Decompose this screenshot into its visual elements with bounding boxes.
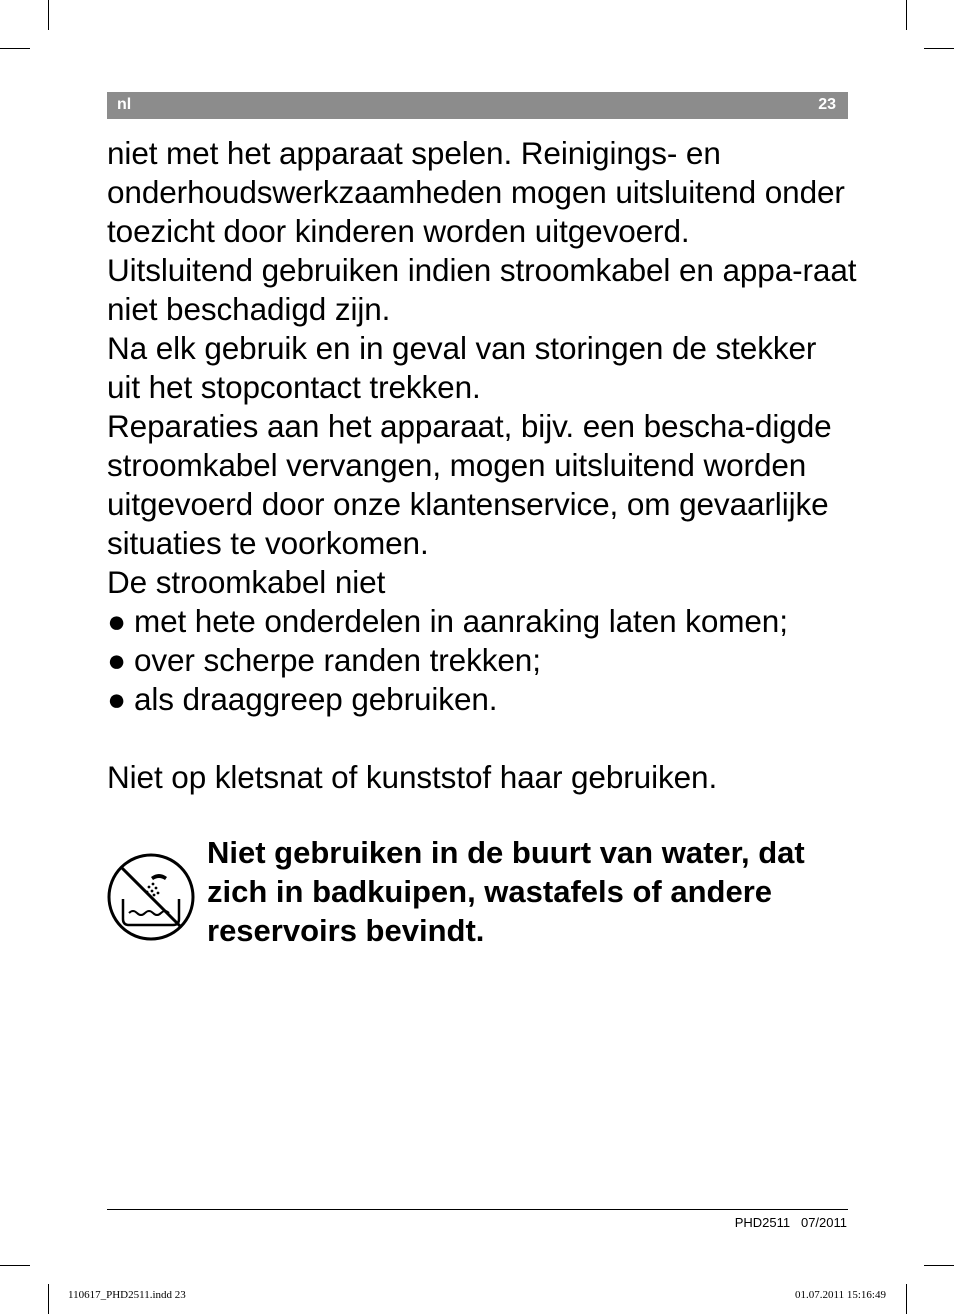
crop-mark bbox=[0, 1265, 30, 1266]
paragraph: niet met het apparaat spelen. Reinigings- en onderhoudswerkzaamheden mogen uitsluitend onder toezicht door kinderen worden uitgevoerd. bbox=[107, 135, 845, 249]
crop-mark bbox=[48, 0, 49, 30]
paragraph: Reparaties aan het apparaat, bijv. een bescha-digde stroomkabel vervangen, mogen uitsluitend worden uitgevoerd door onze klantenservice, om gevaarlijke situaties te voorkomen. bbox=[107, 408, 832, 561]
bullet-icon: ● bbox=[107, 681, 126, 717]
page-number: 23 bbox=[818, 96, 836, 113]
list-item bbox=[107, 641, 857, 680]
list-item bbox=[107, 680, 857, 719]
crop-mark bbox=[924, 1265, 954, 1266]
bullet-icon: ● bbox=[107, 603, 126, 639]
crop-mark bbox=[48, 1284, 49, 1314]
footer-model-date: PHD2511 07/2011 bbox=[734, 1215, 847, 1230]
crop-mark bbox=[924, 48, 954, 49]
crop-mark bbox=[0, 48, 30, 49]
list-item bbox=[107, 602, 857, 641]
list-item-text: over scherpe randen trekken; bbox=[133, 642, 541, 678]
paragraph: Uitsluitend gebruiken indien stroomkabel en appa-raat niet beschadigd zijn. bbox=[107, 252, 857, 327]
crop-mark bbox=[906, 1284, 907, 1314]
warning-block bbox=[107, 833, 857, 963]
bullet-icon: ● bbox=[107, 642, 126, 678]
warning-text: Niet gebruiken in de buurt van water, dat zich in badkuipen, wastafels of andere reservoirs bevindt. bbox=[207, 835, 805, 948]
language-code: nl bbox=[117, 96, 132, 113]
note-text: Niet op kletsnat of kunststof haar gebruiken. bbox=[107, 759, 718, 795]
print-slug-timestamp: 01.07.2011 15:16:49 bbox=[795, 1289, 886, 1301]
print-slug-file: 110617_PHD2511.indd 23 bbox=[68, 1289, 186, 1301]
header-bar bbox=[107, 92, 848, 119]
list-item-text: met hete onderdelen in aanraking laten komen; bbox=[133, 603, 788, 639]
list-item-text: als draaggreep gebruiken. bbox=[133, 681, 498, 717]
paragraph: Na elk gebruik en in geval van storingen de stekker uit het stopcontact trekken. bbox=[107, 330, 817, 405]
crop-mark bbox=[906, 0, 907, 30]
footer-divider bbox=[107, 1209, 848, 1210]
paragraph: De stroomkabel niet bbox=[107, 564, 386, 600]
body-text bbox=[107, 134, 857, 797]
no-water-bath-icon bbox=[107, 853, 195, 941]
